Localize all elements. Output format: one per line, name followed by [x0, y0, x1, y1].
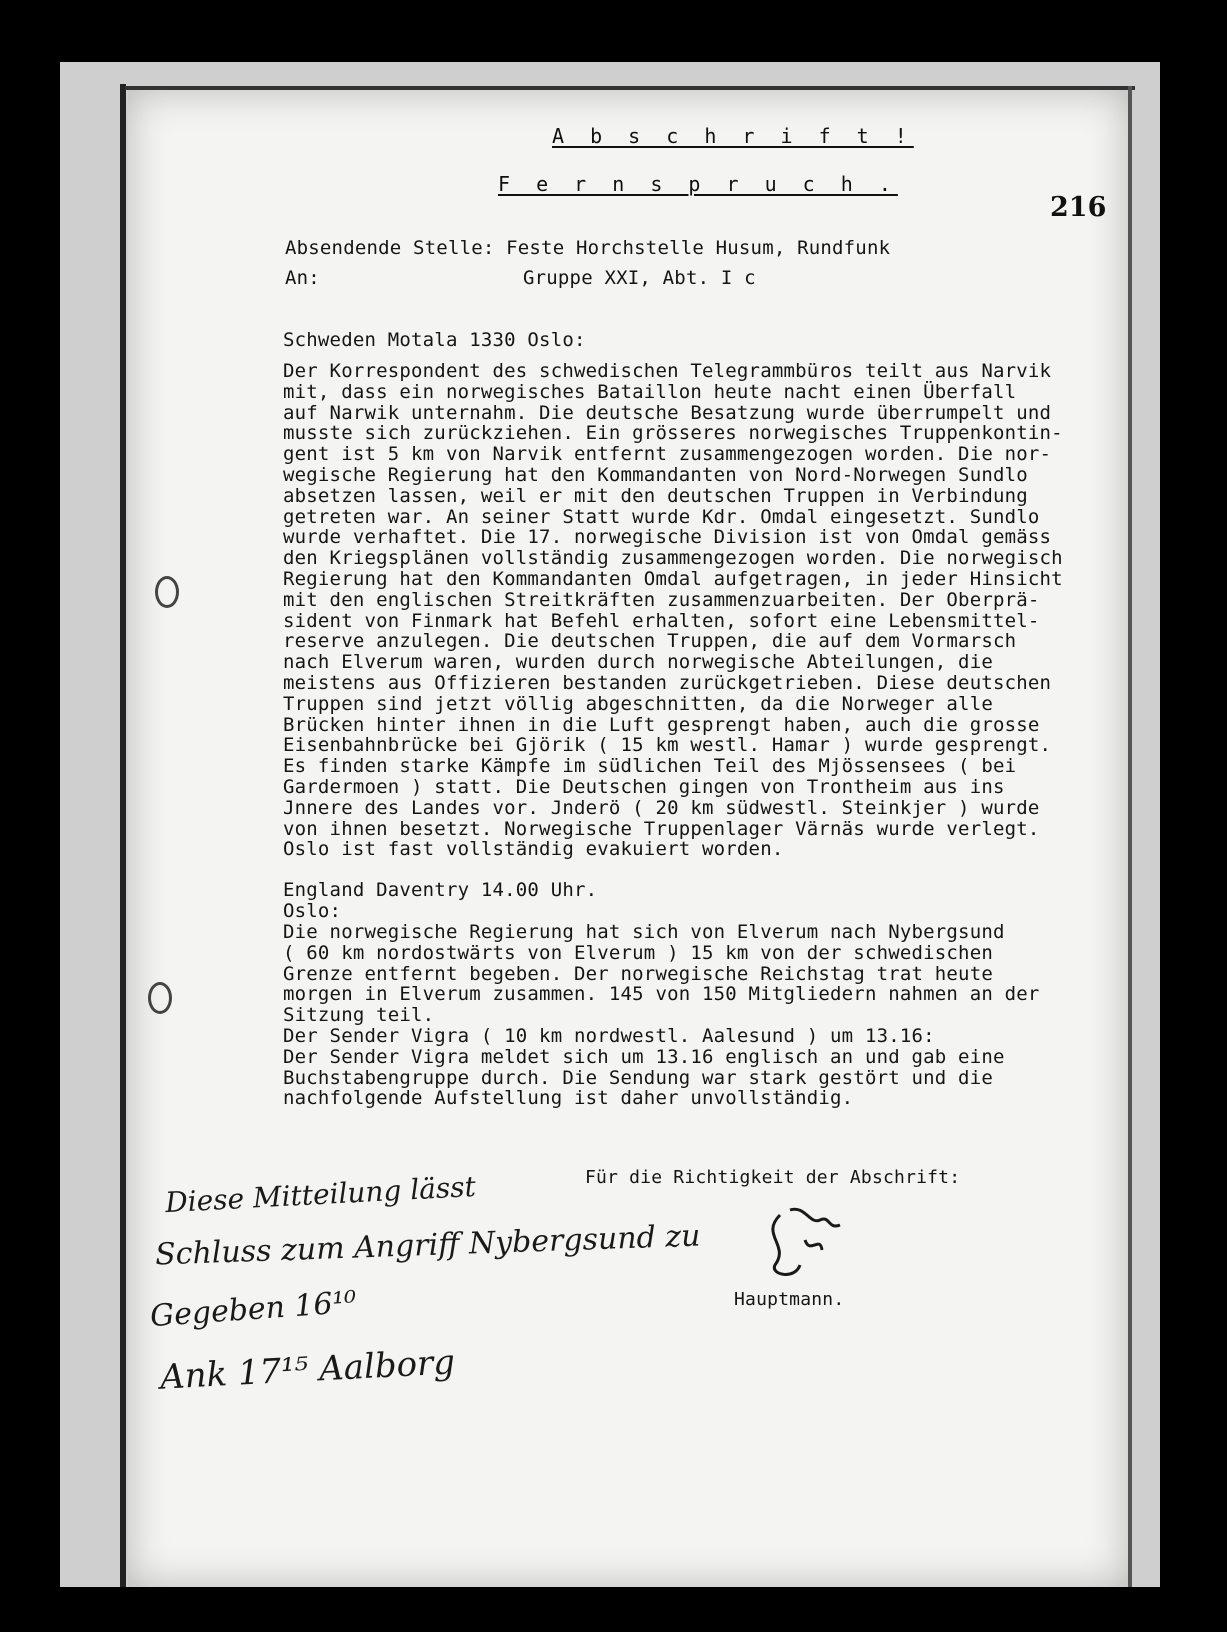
typed-line: Jnnere des Landes vor. Jnderö ( 20 km südwestl. Steinkjer ) wurde: [283, 796, 1040, 819]
typed-line: auf Narwik unternahm. Die deutsche Besatzung wurde überrumpelt und: [283, 401, 1052, 424]
punch-hole-bottom: [148, 982, 172, 1014]
typed-line: Oslo ist fast vollständig evakuiert worden.: [283, 838, 784, 861]
typed-line: Der Korrespondent des schwedischen Telegrammbüros teilt aus Narvik: [283, 360, 1052, 382]
document-title: A b s c h r i f t !: [552, 124, 914, 148]
typed-line: musste sich zurückziehen. Ein grösseres norwegisches Truppenkontin-: [283, 422, 1063, 445]
typed-line: Gardermoen ) statt. Die Deutschen gingen von Trontheim aus ins: [283, 776, 1005, 798]
handwritten-note-line: Ank 17¹⁵ Aalborg: [159, 1342, 457, 1398]
page-top-edge: [125, 86, 1135, 90]
handwritten-note-line: Gegeben 16¹⁰: [149, 1284, 358, 1335]
typed-line: meistens aus Offizieren bestanden zurückgetrieben. Diese deutschen: [283, 672, 1052, 694]
typed-line: Oslo:: [283, 899, 342, 922]
typed-line: Brücken hinter ihnen in die Luft gesprengt haben, auch die grosse: [283, 713, 1040, 736]
signature-title: Hauptmann.: [734, 1289, 845, 1310]
page-right-edge: [1128, 86, 1132, 1587]
typed-line: Regierung hat den Kommandanten Omdal aufgetragen, in jeder Hinsicht: [283, 568, 1063, 590]
punch-hole-top: [155, 576, 179, 608]
recipient-label: An:: [285, 267, 320, 289]
typed-line: Grenze entfernt begeben. Der norwegische Reichstag trat heute: [283, 962, 993, 985]
typed-line: wegische Regierung hat den Kommandanten von Nord-Norwegen Sundlo: [283, 464, 1028, 486]
typed-line: nach Elverum waren, wurden durch norwegische Abteilungen, die: [283, 651, 993, 674]
typed-line: mit den englischen Streitkräften zusammenzuarbeiten. Der Oberprä-: [283, 588, 1040, 611]
typed-line: Die norwegische Regierung hat sich von Elverum nach Nybergsund: [283, 921, 1005, 943]
typed-line: mit, dass ein norwegisches Bataillon heute nacht einen Überfall: [283, 380, 1017, 403]
certification-text: Für die Richtigkeit der Abschrift:: [585, 1167, 961, 1188]
typed-line: gent ist 5 km von Narvik entfernt zusammengezogen worden. Die nor-: [283, 443, 1052, 466]
typed-line: von ihnen besetzt. Norwegische Truppenlager Värnäs wurde verlegt.: [283, 817, 1040, 840]
handwritten-note-line: Diese Mitteilung lässt: [164, 1169, 477, 1220]
typed-line: nachfolgende Aufstellung ist daher unvollständig.: [283, 1087, 854, 1110]
typed-line: wurde verhaftet. Die 17. norwegische Division ist von Omdal gemäss: [283, 526, 1052, 549]
typed-line: Sitzung teil.: [283, 1004, 435, 1027]
typed-line: ( 60 km nordostwärts von Elverum ) 15 km von der schwedischen: [283, 941, 993, 964]
page-number: 216: [1050, 192, 1107, 223]
sender-line: Absendende Stelle: Feste Horchstelle Husum, Rundfunk: [285, 237, 891, 259]
typed-line: England Daventry 14.00 Uhr.: [283, 879, 598, 901]
typed-line: den Kriegsplänen vollständig zusammengezogen worden. Die norwegisch: [283, 547, 1063, 570]
section-header: Schweden Motala 1330 Oslo:: [283, 329, 586, 351]
typed-line: morgen in Elverum zusammen. 145 von 150 Mitgliedern nahmen an der: [283, 983, 1040, 1006]
typed-line: reserve anzulegen. Die deutschen Truppen, die auf dem Vormarsch: [283, 630, 1017, 653]
typed-line: Der Sender Vigra ( 10 km nordwestl. Aalesund ) um 13.16:: [283, 1025, 935, 1047]
typed-line: Buchstabengruppe durch. Die Sendung war stark gestört und die: [283, 1066, 993, 1089]
recipient-value: Gruppe XXI, Abt. I c: [523, 267, 756, 289]
typed-line: absetzen lassen, weil er mit den deutschen Truppen in Verbindung: [283, 484, 1028, 507]
typed-line: getreten war. An seiner Statt wurde Kdr. Omdal eingesetzt. Sundlo: [283, 505, 1040, 528]
document-subtitle: F e r n s p r u c h .: [498, 172, 898, 196]
typed-line: Eisenbahnbrücke bei Gjörik ( 15 km westl. Hamar ) wurde gesprengt.: [283, 734, 1052, 757]
typed-line: sident von Finmark hat Befehl erhalten, sofort eine Lebensmittel-: [283, 609, 1040, 632]
typed-line: Es finden starke Kämpfe im südlichen Teil des Mjössensees ( bei: [283, 755, 1017, 778]
handwritten-signature: [750, 1195, 870, 1285]
typed-line: Der Sender Vigra meldet sich um 13.16 englisch an und gab eine: [283, 1045, 1005, 1068]
typed-line: Truppen sind jetzt völlig abgeschnitten, da die Norweger alle: [283, 692, 993, 715]
page-left-edge: [120, 84, 126, 1587]
handwritten-note-line: Schluss zum Angriff Nybergsund zu: [154, 1218, 702, 1273]
